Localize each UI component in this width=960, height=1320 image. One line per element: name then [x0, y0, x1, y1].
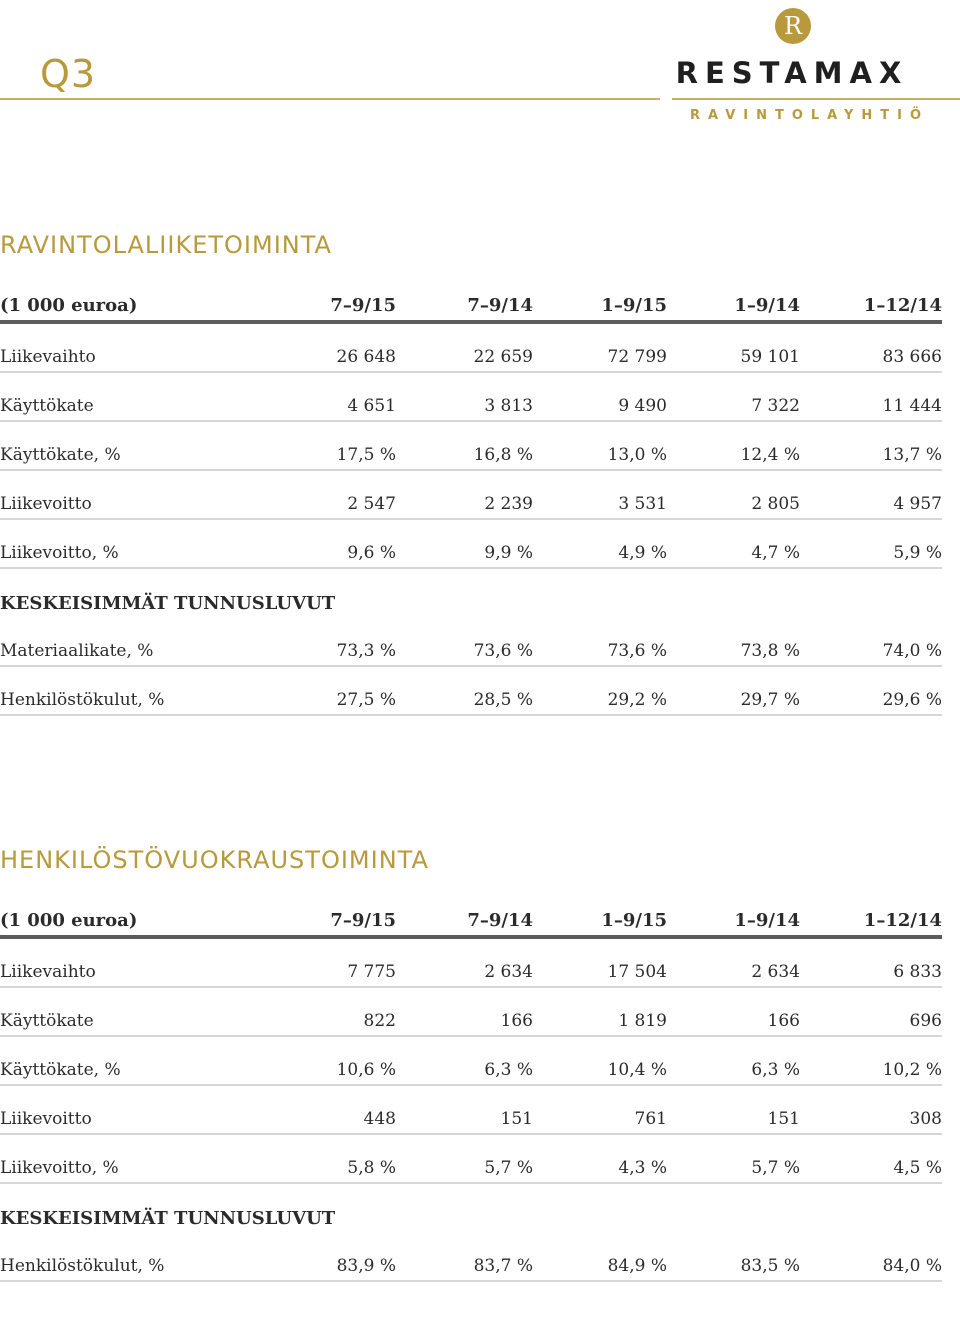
- table-cell: 2 634: [484, 962, 533, 982]
- table-cell: 83 666: [882, 347, 942, 367]
- column-header: 1–9/14: [734, 295, 800, 316]
- table-cell: 9,6 %: [347, 543, 396, 563]
- table-cell: 151: [767, 1109, 800, 1129]
- table-cell: 73,6 %: [607, 641, 667, 661]
- table-cell: 84,9 %: [607, 1256, 667, 1276]
- table-cell: 308: [909, 1109, 942, 1129]
- row-label: Liikevaihto: [0, 347, 96, 367]
- table-cell: 6 833: [893, 962, 942, 982]
- column-header: (1 000 euroa): [0, 910, 138, 931]
- table-cell: 696: [909, 1011, 942, 1031]
- table-cell: 166: [500, 1011, 533, 1031]
- table-row: [0, 1086, 942, 1135]
- column-header: 1–9/15: [601, 295, 667, 316]
- table-cell: 12,4 %: [740, 445, 800, 465]
- table-cell: 83,5 %: [740, 1256, 800, 1276]
- row-label: Käyttökate: [0, 396, 94, 416]
- table-cell: 2 805: [751, 494, 800, 514]
- kpi-subheading: KESKEISIMMÄT TUNNUSLUVUT: [0, 1208, 336, 1229]
- table-cell: 17,5 %: [336, 445, 396, 465]
- row-label: Käyttökate: [0, 1011, 94, 1031]
- logo-rule: [672, 98, 960, 100]
- table-cell: 822: [363, 1011, 396, 1031]
- table-cell: 11 444: [882, 396, 942, 416]
- table-cell: 9 490: [618, 396, 667, 416]
- table-cell: 6,3 %: [484, 1060, 533, 1080]
- table-header-row: [0, 889, 942, 939]
- column-header: 7–9/14: [467, 295, 533, 316]
- table-row: [0, 1037, 942, 1086]
- row-label: Henkilöstökulut, %: [0, 690, 165, 710]
- logo-wordmark: RESTAMAX: [675, 56, 909, 90]
- table-cell: 761: [634, 1109, 667, 1129]
- table-cell: 83,9 %: [336, 1256, 396, 1276]
- table-cell: 83,7 %: [473, 1256, 533, 1276]
- column-header: 1–12/14: [863, 910, 942, 931]
- column-header: 1–9/15: [601, 910, 667, 931]
- table-cell: 59 101: [740, 347, 800, 367]
- row-label: Liikevoitto, %: [0, 1158, 119, 1178]
- table-cell: 16,8 %: [473, 445, 533, 465]
- table-cell: 7 322: [751, 396, 800, 416]
- table-cell: 73,3 %: [336, 641, 396, 661]
- table-cell: 6,3 %: [751, 1060, 800, 1080]
- table-cell: 4,3 %: [618, 1158, 667, 1178]
- quarter-label: Q3: [40, 52, 97, 96]
- table-cell: 4,5 %: [893, 1158, 942, 1178]
- table-cell: 17 504: [607, 962, 667, 982]
- section-restaurant-business: [0, 230, 942, 716]
- table-cell: 3 813: [484, 396, 533, 416]
- table-row: [0, 1233, 942, 1282]
- table-cell: 10,4 %: [607, 1060, 667, 1080]
- table-row: [0, 471, 942, 520]
- table-header-row: [0, 274, 942, 324]
- table-cell: 448: [363, 1109, 396, 1129]
- table-cell: 22 659: [473, 347, 533, 367]
- kpi-subheading-row: [0, 569, 942, 618]
- table-row: [0, 1135, 942, 1184]
- column-header: 7–9/14: [467, 910, 533, 931]
- table-cell: 5,7 %: [484, 1158, 533, 1178]
- logo-letter: R: [783, 12, 803, 40]
- table-row: [0, 520, 942, 569]
- table-cell: 2 634: [751, 962, 800, 982]
- kpi-subheading: KESKEISIMMÄT TUNNUSLUVUT: [0, 593, 336, 614]
- table-cell: 7 775: [347, 962, 396, 982]
- row-label: Materiaalikate, %: [0, 641, 154, 661]
- row-label: Liikevoitto: [0, 1109, 92, 1129]
- table-cell: 13,0 %: [607, 445, 667, 465]
- table-cell: 73,8 %: [740, 641, 800, 661]
- table-cell: 74,0 %: [882, 641, 942, 661]
- table-cell: 29,7 %: [740, 690, 800, 710]
- table-row: [0, 422, 942, 471]
- table-row: [0, 618, 942, 667]
- kpi-subheading-row: [0, 1184, 942, 1233]
- row-label: Liikevaihto: [0, 962, 96, 982]
- table-cell: 166: [767, 1011, 800, 1031]
- column-header: 7–9/15: [330, 910, 396, 931]
- table-cell: 4,9 %: [618, 543, 667, 563]
- column-header: 1–12/14: [863, 295, 942, 316]
- table-cell: 2 547: [347, 494, 396, 514]
- restamax-logo: [672, 0, 960, 130]
- table-row: [0, 324, 942, 373]
- table-cell: 9,9 %: [484, 543, 533, 563]
- table-cell: 4,7 %: [751, 543, 800, 563]
- logo-tagline: RAVINTOLAYHTIÖ: [690, 108, 930, 123]
- table-cell: 13,7 %: [882, 445, 942, 465]
- table-cell: 2 239: [484, 494, 533, 514]
- table-cell: 28,5 %: [473, 690, 533, 710]
- table-row: [0, 988, 942, 1037]
- header-rule: [0, 98, 660, 100]
- table-cell: 5,7 %: [751, 1158, 800, 1178]
- column-header: 1–9/14: [734, 910, 800, 931]
- table-cell: 3 531: [618, 494, 667, 514]
- table-cell: 29,6 %: [882, 690, 942, 710]
- row-label: Liikevoitto: [0, 494, 92, 514]
- table-row: [0, 373, 942, 422]
- table-cell: 26 648: [336, 347, 396, 367]
- table-cell: 84,0 %: [882, 1256, 942, 1276]
- table-cell: 72 799: [607, 347, 667, 367]
- table-cell: 5,9 %: [893, 543, 942, 563]
- row-label: Henkilöstökulut, %: [0, 1256, 165, 1276]
- column-header: 7–9/15: [330, 295, 396, 316]
- column-header: (1 000 euroa): [0, 295, 138, 316]
- logo-r-emblem-icon: [774, 4, 812, 48]
- table-row: [0, 667, 942, 716]
- table-row: [0, 939, 942, 988]
- section-title: HENKILÖSTÖVUOKRAUSTOIMINTA: [0, 846, 429, 874]
- table-cell: 73,6 %: [473, 641, 533, 661]
- row-label: Käyttökate, %: [0, 1060, 121, 1080]
- section-staffing-business: [0, 845, 942, 1282]
- table-cell: 151: [500, 1109, 533, 1129]
- table-cell: 1 819: [618, 1011, 667, 1031]
- table-cell: 27,5 %: [336, 690, 396, 710]
- table-cell: 4 651: [347, 396, 396, 416]
- row-label: Liikevoitto, %: [0, 543, 119, 563]
- table-cell: 29,2 %: [607, 690, 667, 710]
- row-label: Käyttökate, %: [0, 445, 121, 465]
- section-title: RAVINTOLALIIKETOIMINTA: [0, 231, 332, 259]
- table-cell: 10,2 %: [882, 1060, 942, 1080]
- table-cell: 5,8 %: [347, 1158, 396, 1178]
- table-cell: 4 957: [893, 494, 942, 514]
- table-cell: 10,6 %: [336, 1060, 396, 1080]
